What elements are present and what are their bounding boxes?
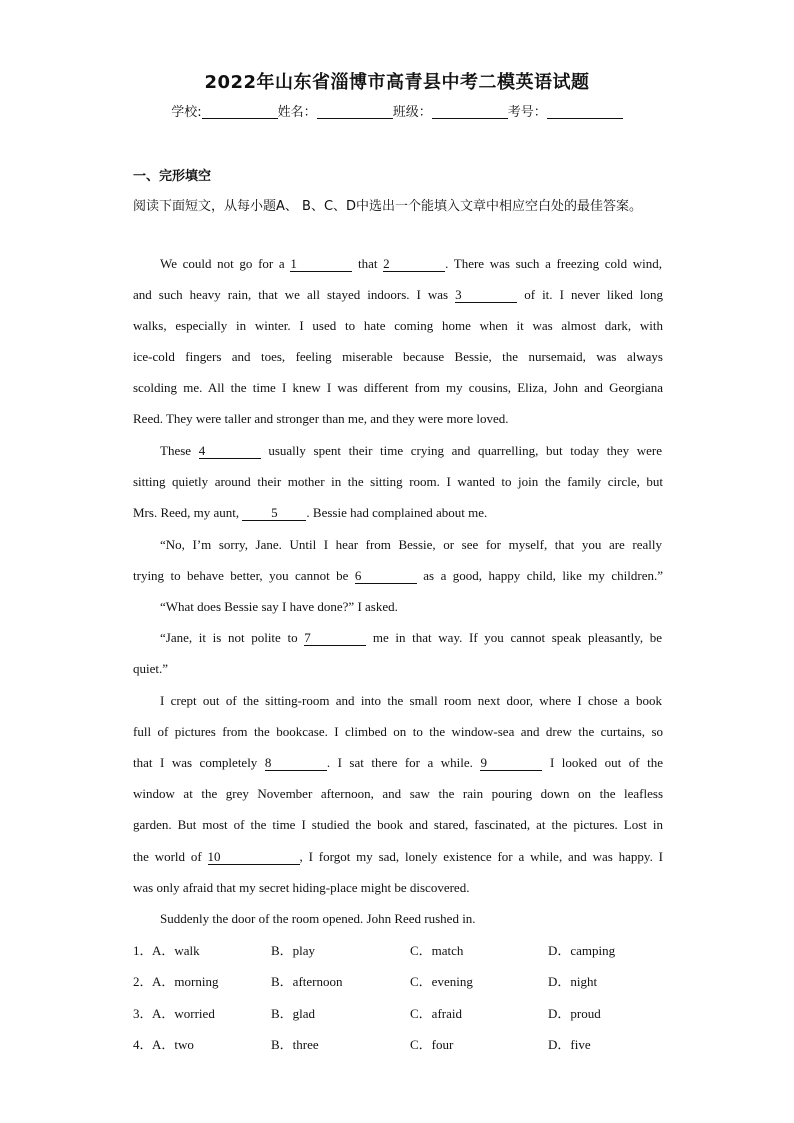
passage-line: sitting quietly around their mother in the sitting room. I wanted to join the family circle, but <box>133 474 663 489</box>
question-number: 2． <box>133 974 153 989</box>
option-a[interactable]: A．two <box>152 1037 194 1052</box>
option-a[interactable]: A．walk <box>152 943 200 958</box>
blank-8: 8 <box>265 756 327 771</box>
school-blank[interactable] <box>202 104 278 119</box>
option-d[interactable]: D．night <box>548 974 598 989</box>
section-title: 一、完形填空 <box>133 169 212 184</box>
name-blank[interactable] <box>317 104 393 119</box>
student-info-line <box>0 101 794 120</box>
passage-line: “No, I’m sorry, Jane. Until I hear from Bessie, or see for myself, that you are really <box>160 537 662 552</box>
passage-line: the world of 10 , I forgot my sad, lonely existence for a while, and was happy. I <box>133 849 663 864</box>
blank-3: 3 <box>455 288 517 303</box>
option-d[interactable]: D．five <box>548 1037 591 1052</box>
passage-line: full of pictures from the bookcase. I climbed on to the window-sea and drew the curtains, so <box>133 724 663 739</box>
option-b[interactable]: B．afternoon <box>271 974 343 989</box>
passage-line: We could not go for a 1 that 2 . There was such a freezing cold wind, <box>160 256 662 271</box>
option-b[interactable]: B．play <box>271 943 316 958</box>
question-row <box>133 1034 663 1054</box>
option-b[interactable]: B．glad <box>271 1006 316 1021</box>
option-c[interactable]: C．evening <box>410 974 473 989</box>
question-number: 1． <box>133 943 153 958</box>
blank-7: 7 <box>304 631 366 646</box>
section-instruction: 阅读下面短文，从每小题A、 B、C、D中选出一个能填入文章中相应空白处的最佳答案。 <box>133 199 643 214</box>
question-number: 4． <box>133 1037 153 1052</box>
blank-6: 6 <box>355 569 417 584</box>
passage-line: window at the grey November afternoon, and saw the rain pouring down on the leafless <box>133 786 663 801</box>
option-b[interactable]: B．three <box>271 1037 319 1052</box>
passage-line: and such heavy rain, that we all stayed indoors. I was 3 of it. I never liked long <box>133 287 663 302</box>
option-a[interactable]: A．morning <box>152 974 219 989</box>
blank-10: 10 <box>208 850 300 865</box>
question-number: 3． <box>133 1006 153 1021</box>
passage-line: Mrs. Reed, my aunt, 5 . Bessie had complained about me. <box>133 505 488 520</box>
passage-line: “What does Bessie say I have done?” I asked. <box>160 599 398 614</box>
exam-title: 2022年山东省淄博市高青县中考二模英语试题 <box>204 72 590 93</box>
number-label: 考号： <box>507 105 547 120</box>
option-c[interactable]: C．afraid <box>410 1006 462 1021</box>
blank-5: 5 <box>242 506 306 521</box>
option-d[interactable]: D．camping <box>548 943 616 958</box>
passage-line: garden. But most of the time I studied the book and stared, fascinated, at the pictures. Lost in <box>133 817 663 832</box>
passage-line: trying to behave better, you cannot be 6 as a good, happy child, like my children.” <box>133 568 663 583</box>
option-c[interactable]: C．match <box>410 943 464 958</box>
class-label: 班级： <box>392 105 432 120</box>
school-label: 学校: <box>171 105 202 120</box>
blank-2: 2 <box>383 257 445 272</box>
question-row <box>133 971 663 991</box>
question-row <box>133 1003 663 1023</box>
blank-1: 1 <box>290 257 352 272</box>
passage-line: walks, especially in winter. I used to hate coming home when it was almost dark, with <box>133 318 663 333</box>
passage-line: “Jane, it is not polite to 7 me in that way. If you cannot speak pleasantly, be <box>160 630 663 645</box>
option-d[interactable]: D．proud <box>548 1006 601 1021</box>
blank-9: 9 <box>480 756 542 771</box>
blank-4: 4 <box>199 444 261 459</box>
passage-line: I crept out of the sitting-room and into the small room next door, where I chose a book <box>160 693 662 708</box>
passage-line: was only afraid that my secret hiding-place might be discovered. <box>133 880 470 895</box>
question-row <box>133 940 663 960</box>
passage-line: that I was completely 8 . I sat there for a while. 9 I looked out of the <box>133 755 663 770</box>
passage-line: ice-cold fingers and toes, feeling miserable because Bessie, the nursemaid, was always <box>133 349 663 364</box>
class-blank[interactable] <box>432 104 508 119</box>
number-blank[interactable] <box>547 104 623 119</box>
passage-line: Suddenly the door of the room opened. John Reed rushed in. <box>160 911 476 926</box>
passage-line: quiet.” <box>133 661 169 676</box>
option-c[interactable]: C．four <box>410 1037 454 1052</box>
passage-line: These 4 usually spent their time crying and quarrelling, but today they were <box>160 443 662 458</box>
option-a[interactable]: A．worried <box>152 1006 215 1021</box>
name-label: 姓名： <box>277 105 317 120</box>
passage-line: Reed. They were taller and stronger than me, and they were more loved. <box>133 411 509 426</box>
passage-line: scolding me. All the time I knew I was different from my cousins, Eliza, John and Georgiana <box>133 380 663 395</box>
